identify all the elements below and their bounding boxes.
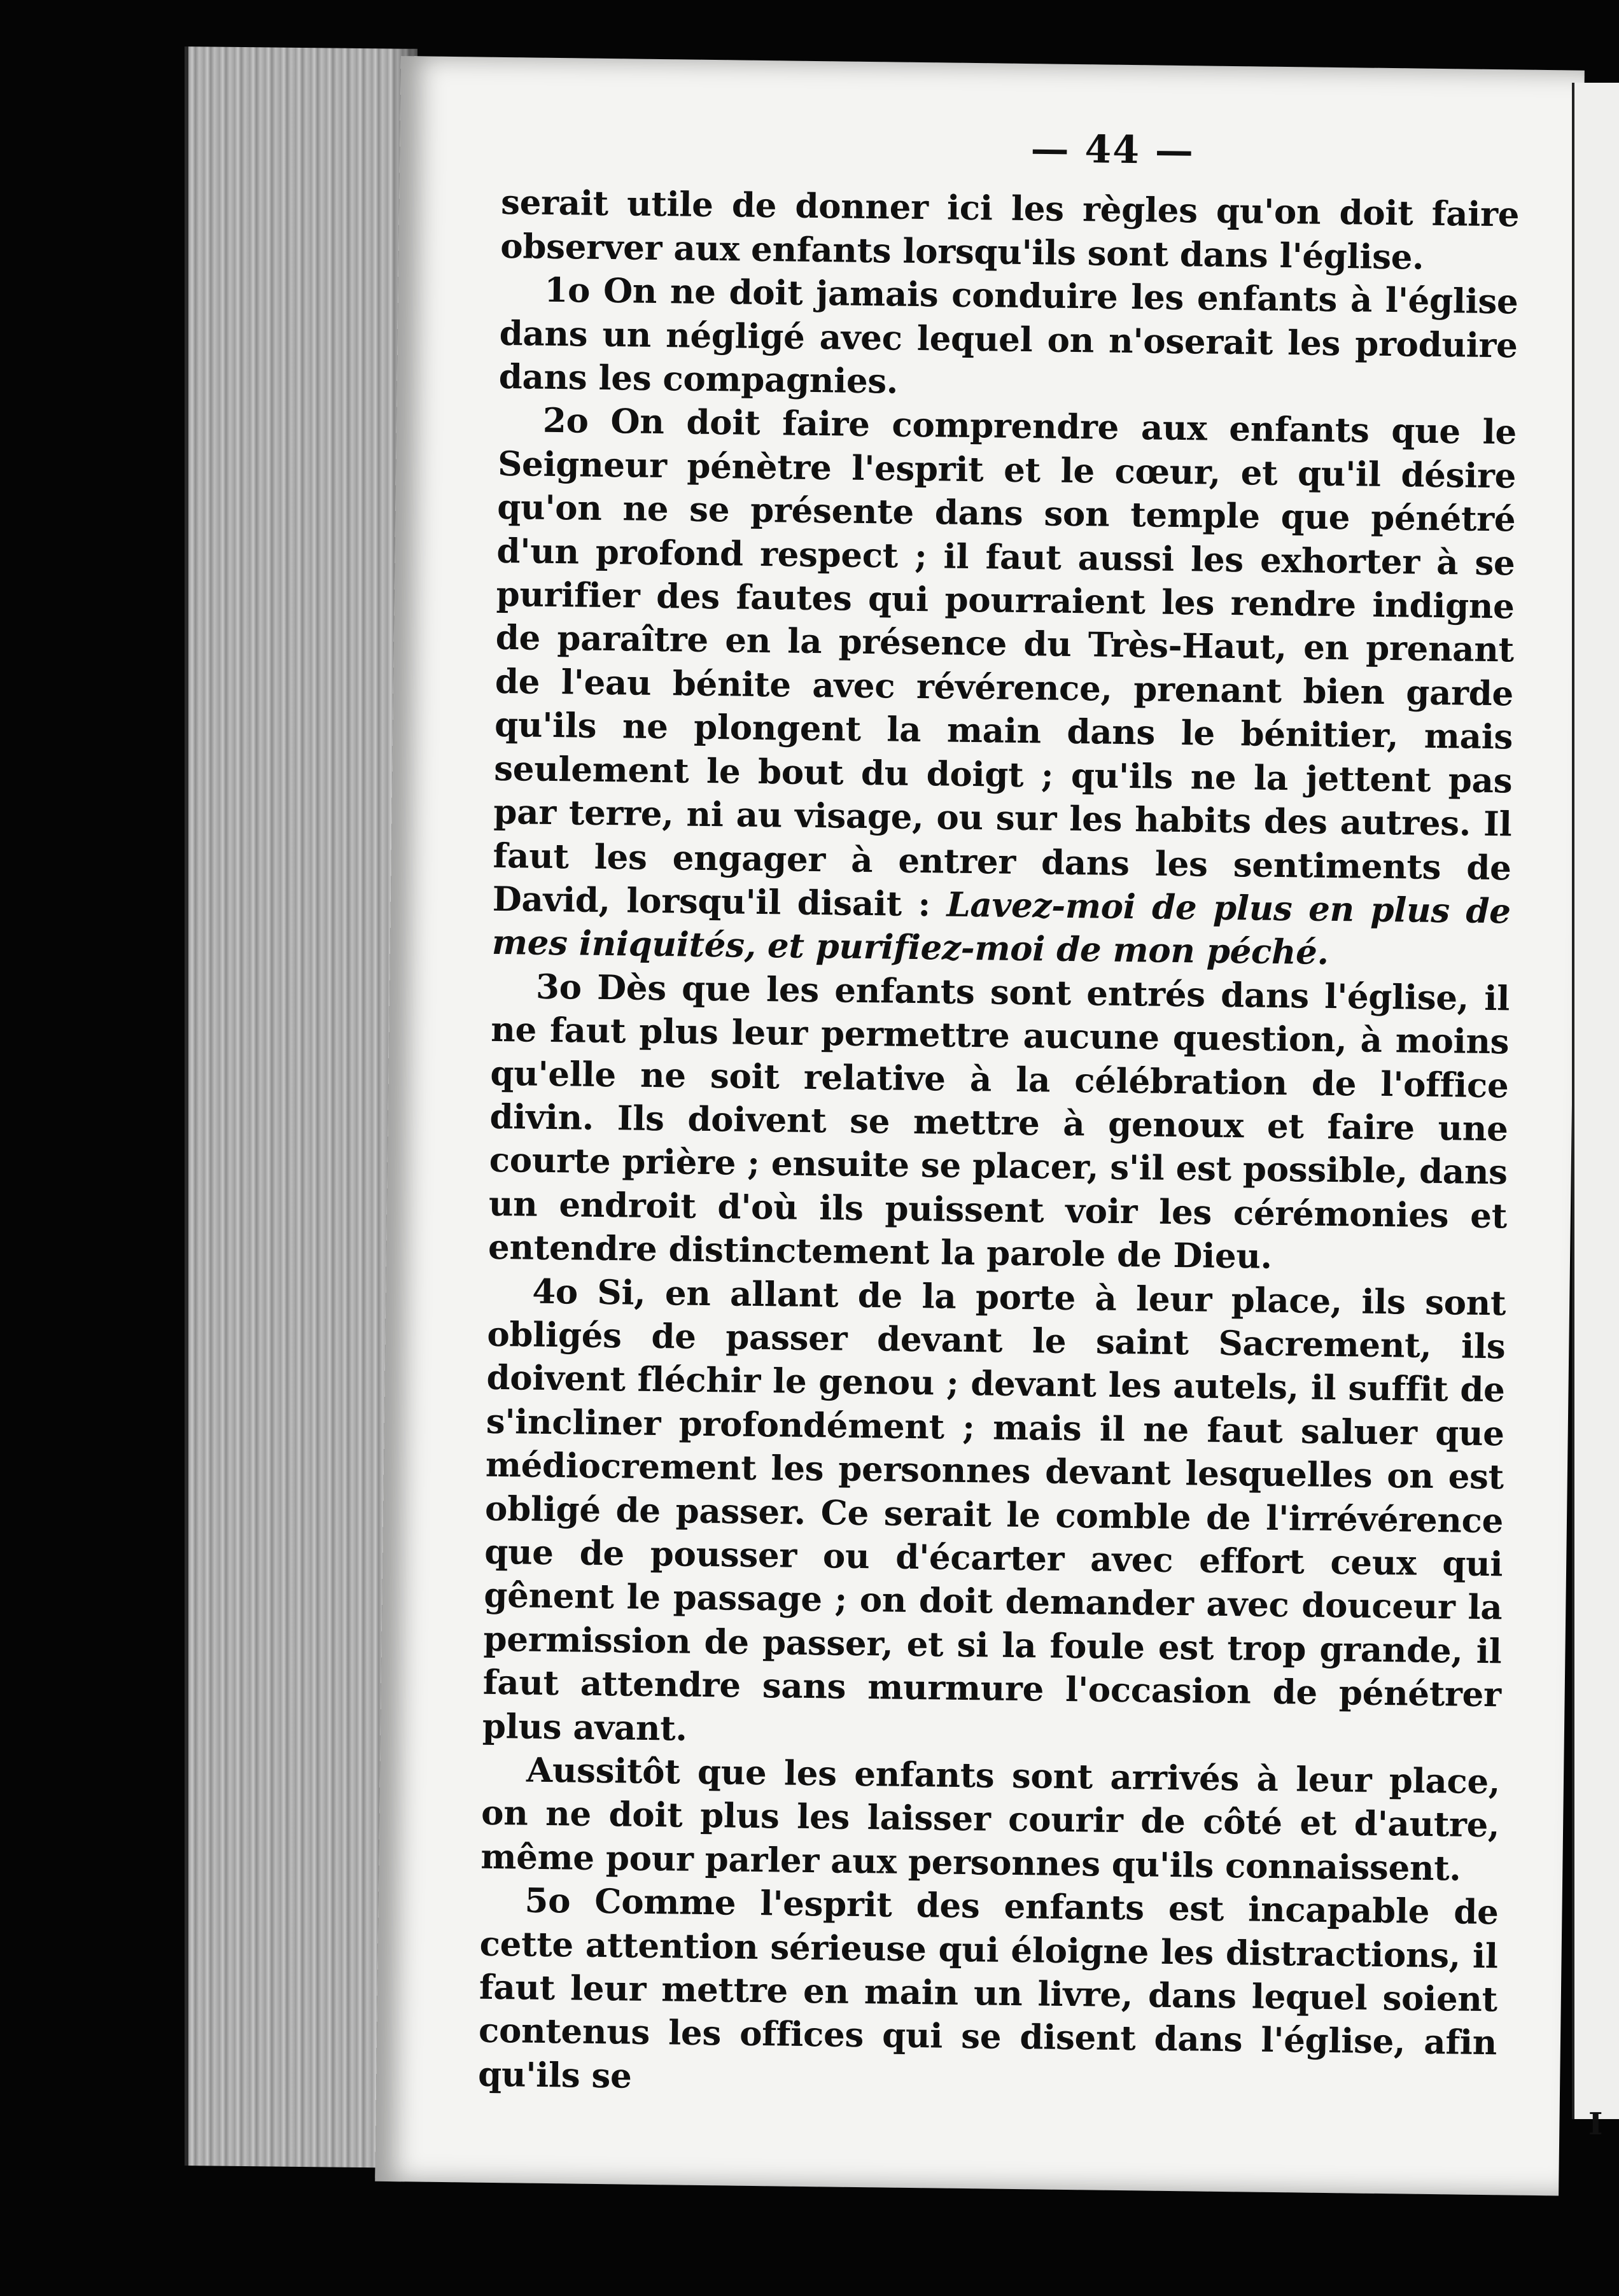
paragraph-1: 1o On ne doit jamais conduire les enfants à l'église dans un négligé avec lequel on n'oserait les produire dans les compagnies. xyxy=(498,270,1518,402)
paragraph-5: Aussitôt que les enfants sont arrivés à leur place, on ne doit plus les laisser courir de côté et d'autre, même pour parler aux personnes qu'ils connaissent. xyxy=(480,1750,1501,1889)
paragraph-4: 4o Si, en allant de la porte à leur place, ils sont obligés de passer devant le saint Sacrement, ils doivent fléchir le genou ; devant les autels, il suffit de s'incliner profondément ; mais il ne faut saluer que médiocrement les personnes devant lesquelles on est obligé de passer. Ce serait le comble de l'irrévérence que de pousser ou d'écarter avec effort ceux qui gênent le passage ; on doit demander avec douceur la permission de passer, et si la foule est trop grande, il faut attendre sans murmure l'occasion de pénétrer plus avant. xyxy=(482,1271,1506,1749)
paragraph-6: 5o Comme l'esprit des enfants est incapable de cette attention sérieuse qui éloigne les distractions, il faut leur mettre en main un livre, dans lequel soient contenus les offices qui se disent dans l'église, afin qu'ils se xyxy=(477,1880,1499,2096)
paragraph-2: 2o On doit faire comprendre aux enfants que le Seigneur pénètre l'esprit et le cœur, et qu'il désire qu'on ne se présente dans son temple que pénétré d'un profond respect ; il faut aussi les exhorter à se purifier des fautes qui pourraient les rendre indigne de paraître en la présence du Très-Haut, en prenant de l'eau bénite avec révérence, prenant bien garde qu'ils ne plongent la main dans le bénitier, mais seulement le bout du doigt ; qu'ils ne la jettent pas par terre, ni au visage, ou sur les habits des autres. Il faut les engager à entrer dans les sentiments de David, lorsqu'il disait : Lavez-moi de plus en plus de mes iniquités, et purifiez-moi de mon péché. xyxy=(491,401,1517,973)
page-text xyxy=(478,121,1520,2109)
adjacent-page-edge xyxy=(1572,83,1619,2142)
scripture-quote: Lavez-moi de plus en plus de mes iniquités, et purifiez-moi de mon péché. xyxy=(491,885,1511,973)
page-number: — 44 — xyxy=(1030,127,1195,174)
adjacent-page-glyph: I xyxy=(1588,2106,1603,2142)
paragraph-3: 3o Dès que les enfants sont entrés dans l'église, il ne faut plus leur permettre aucune question, à moins qu'elle ne soit relative à la célébration de l'office divin. Ils doivent se mettre à genoux et faire une courte prière ; ensuite se placer, s'il est possible, dans un endroit d'où ils puissent voir les cérémonies et entendre distinctement la parole de Dieu. xyxy=(487,967,1510,1277)
paragraph-0: serait utile de donner ici les règles qu'on doit faire observer aux enfants lorsqu'ils sont dans l'église. xyxy=(500,183,1520,277)
book-page xyxy=(375,56,1585,2195)
